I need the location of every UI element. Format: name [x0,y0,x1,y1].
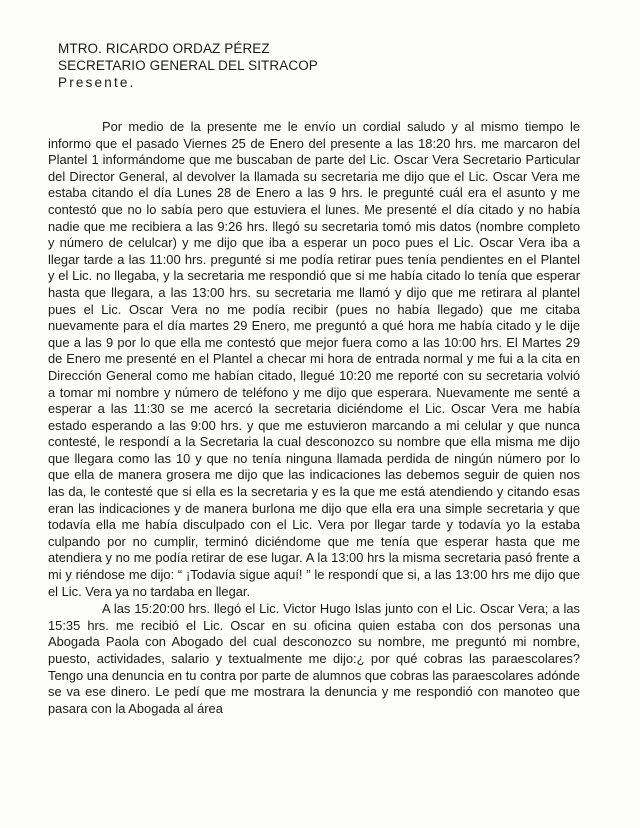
greeting: Presente. [58,75,136,90]
recipient-name: MTRO. RICARDO ORDAZ PÉREZ [58,41,270,56]
letter-body [48,119,580,717]
paragraph-2: A las 15:20:00 hrs. llegó el Lic. Victor Hugo Islas junto con el Lic. Oscar Vera; a las 15:35 hrs. me recibió el Lic. Oscar en su oficina quien estaba con dos personas una Abogada Paola con Abogado del cual desconozco su nombre, me preguntó mi nombre, puesto, actividades, salario y textualmente me dijo:¿ por qué cobras las paraescolares? Tengo una denuncia en tu contra por parte de alumnos que cobras las paraescolares adónde se va ese dinero. Le pedí que me mostrara la denuncia y me respondió con manoteo que pasara con la Abogada al área [48,601,580,716]
recipient-title: SECRETARIO GENERAL DEL SITRACOP [58,58,318,73]
letter-header [58,40,578,91]
paragraph-1: Por medio de la presente me le envío un cordial saludo y al mismo tiempo le informo que el pasado Viernes 25 de Enero del presente a las 18:20 hrs. me marcaron del Plantel 1 informándome que me buscaban de parte del Lic. Oscar Vera Secretario Particular del Director General, al devolver la llamada su secretaria me dijo que el Lic. Oscar Vera me estaba citando el día Lunes 28 de Enero a las 9 hrs. le pregunté cuál era el asunto y me contestó que no lo sabía pero que estuviera el lunes. Me presenté el día citado y no había nadie que me recibiera a las 9:26 hrs. llegó su secretaria tomó mis datos (nombre completo y número de celulcar) y me dijo que iba a esperar un poco pues el Lic. Oscar Vera iba a llegar tarde a las 11:00 hrs. pregunté si me podía retirar pues tenía pendientes en el Plantel y el Lic. no llegaba, y la secretaria me respondió que si me había citado lo tenía que esperar hasta que llegara, a las 13:00 hrs. su secretaria me llamó y dijo que me retirara al plantel pues el Lic. Oscar Vera no me podía recibir (pues no había llegado) que me citaba nuevamente para el día martes 29 Enero, me preguntó a qué hora me había citado y le dije que a las 9 por lo que ella me contestó que mejor fuera como a las 10:00 hrs. El Martes 29 de Enero me presenté en el Plantel a checar mi hora de entrada normal y me fui a la cita en Dirección General como me habían citado, llegué 10:20 me reporté con su secretaria volvió a tomar mi nombre y número de teléfono y me dijo que esperara. Nuevamente me senté a esperar a las 11:30 se me acercó la secretaria diciéndome el Lic. Oscar Vera me había estado esperando a las 9:00 hrs. y que me estuvieron marcando a mi celular y que nunca contesté, le respondí a la Secretaria la cual desconozco su nombre que ella misma me dijo que llegara como las 10 y que no tenía ninguna llamada perdida de ningún número por lo que ella de manera grosera me dijo que las indicaciones las debemos seguir de quien nos las da, le contesté que si ella es la secretaria y es la que me está atendiendo y citando esas eran las indicaciones y de manera burlona me dijo que ella era una simple secretaria y que todavía ella me había disculpado con el Lic. Vera por llegar tarde y todavía yo la estaba culpando por no cumplir, terminó diciéndome que me tenía que esperar hasta que me atendiera y no me podía retirar de ese lugar. A la 13:00 hrs la misma secretaria pasó frente a mi y riéndose me dijo: “ ¡Todavía sigue aquí! ” le respondí que si, a las 13:00 hrs me dijo que el Lic. Vera ya no tardaba en llegar. [48,119,580,599]
